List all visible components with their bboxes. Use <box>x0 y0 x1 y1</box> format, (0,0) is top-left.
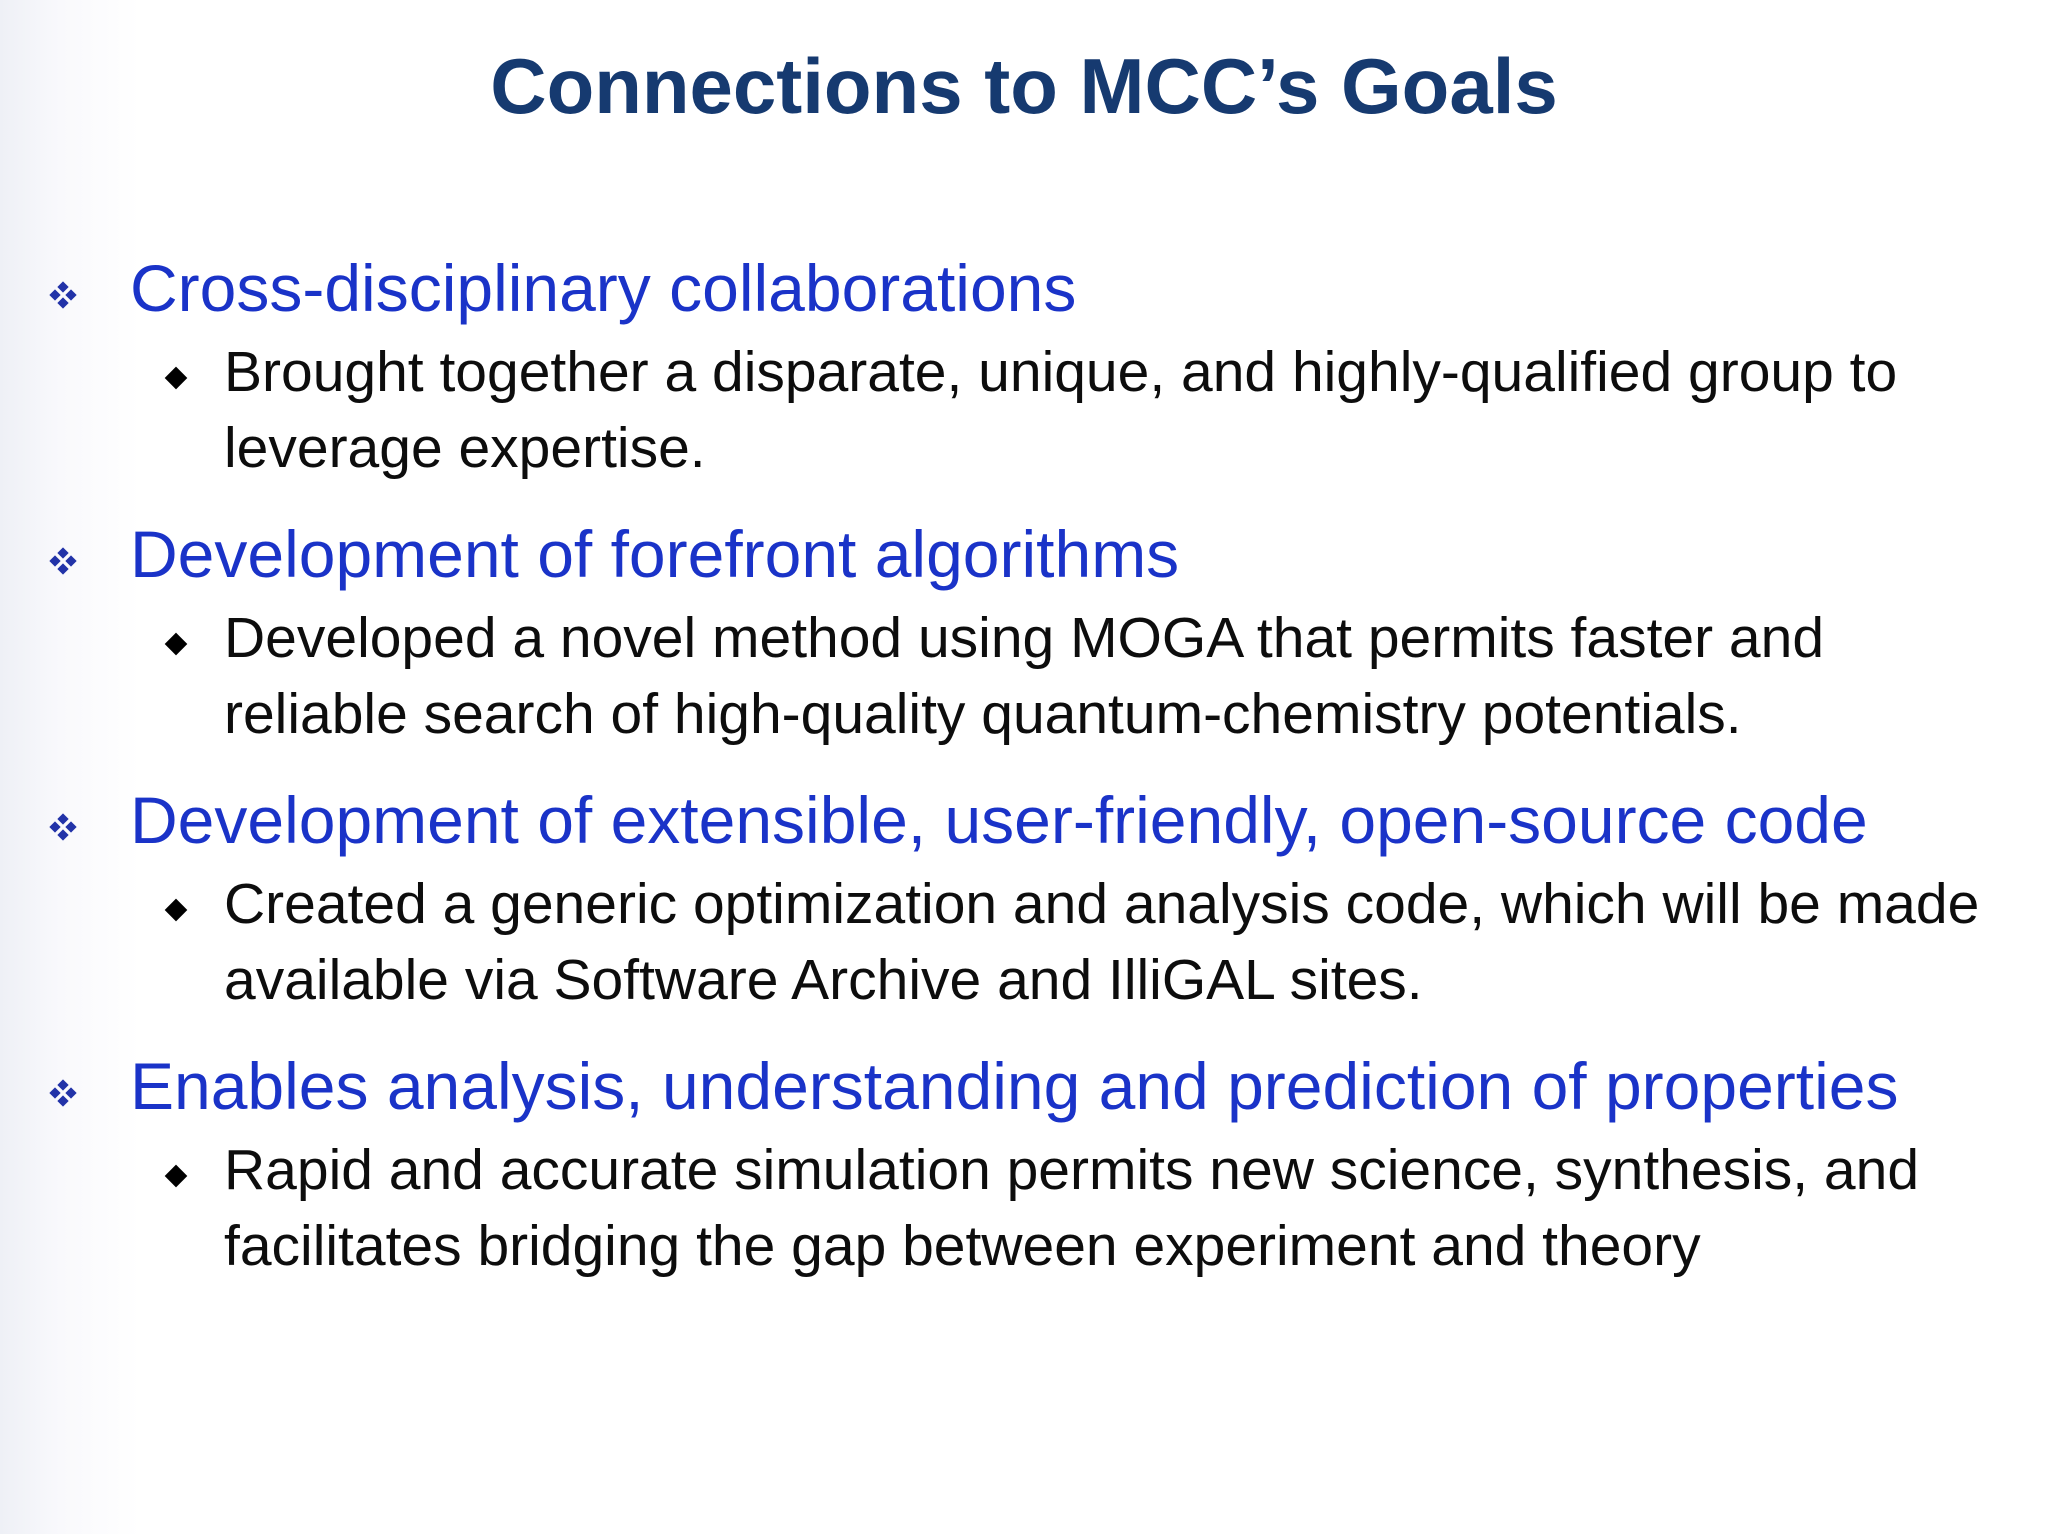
four-diamond-bullet-icon <box>50 548 76 574</box>
main-bullet-row <box>50 514 2010 594</box>
diamond-bullet-icon <box>165 899 188 922</box>
bullet-heading: Enables analysis, understanding and prediction of properties <box>130 1049 1899 1123</box>
four-diamond-bullet-icon <box>50 814 76 840</box>
diamond-bullet-icon <box>165 367 188 390</box>
sub-bullet-row <box>162 866 2010 1018</box>
bullet-detail: Rapid and accurate simulation permits new science, synthesis, and facilitates bridging the gap between experiment and theory <box>224 1138 1920 1278</box>
bullet-detail: Developed a novel method using MOGA that permits faster and reliable search of high-quality quantum-chemistry potentials. <box>224 606 1825 746</box>
bullet-detail: Brought together a disparate, unique, and highly-qualified group to leverage expertise. <box>224 340 1898 480</box>
main-bullet-row <box>50 248 2010 328</box>
diamond-bullet-icon <box>165 633 188 656</box>
bullet-detail: Created a generic optimization and analysis code, which will be made available via Software Archive and IlliGAL sites. <box>224 872 1980 1012</box>
bullet-heading: Cross-disciplinary collaborations <box>130 251 1077 325</box>
slide-title: Connections to MCC’s Goals <box>490 42 1558 130</box>
main-bullet-row <box>50 1046 2010 1126</box>
bullet-item <box>50 780 2010 1018</box>
bullet-item <box>50 1046 2010 1284</box>
bullet-item <box>50 514 2010 752</box>
bullet-item <box>50 248 2010 486</box>
sub-bullet-row <box>162 1132 2010 1284</box>
bullet-heading: Development of forefront algorithms <box>130 517 1180 591</box>
sub-bullet-row <box>162 334 2010 486</box>
bullet-list <box>50 248 2010 1312</box>
main-bullet-row <box>50 780 2010 860</box>
four-diamond-bullet-icon <box>50 282 76 308</box>
diamond-bullet-icon <box>165 1165 188 1188</box>
sub-bullet-row <box>162 600 2010 752</box>
bullet-heading: Development of extensible, user-friendly, open-source code <box>130 783 1868 857</box>
four-diamond-bullet-icon <box>50 1080 76 1106</box>
